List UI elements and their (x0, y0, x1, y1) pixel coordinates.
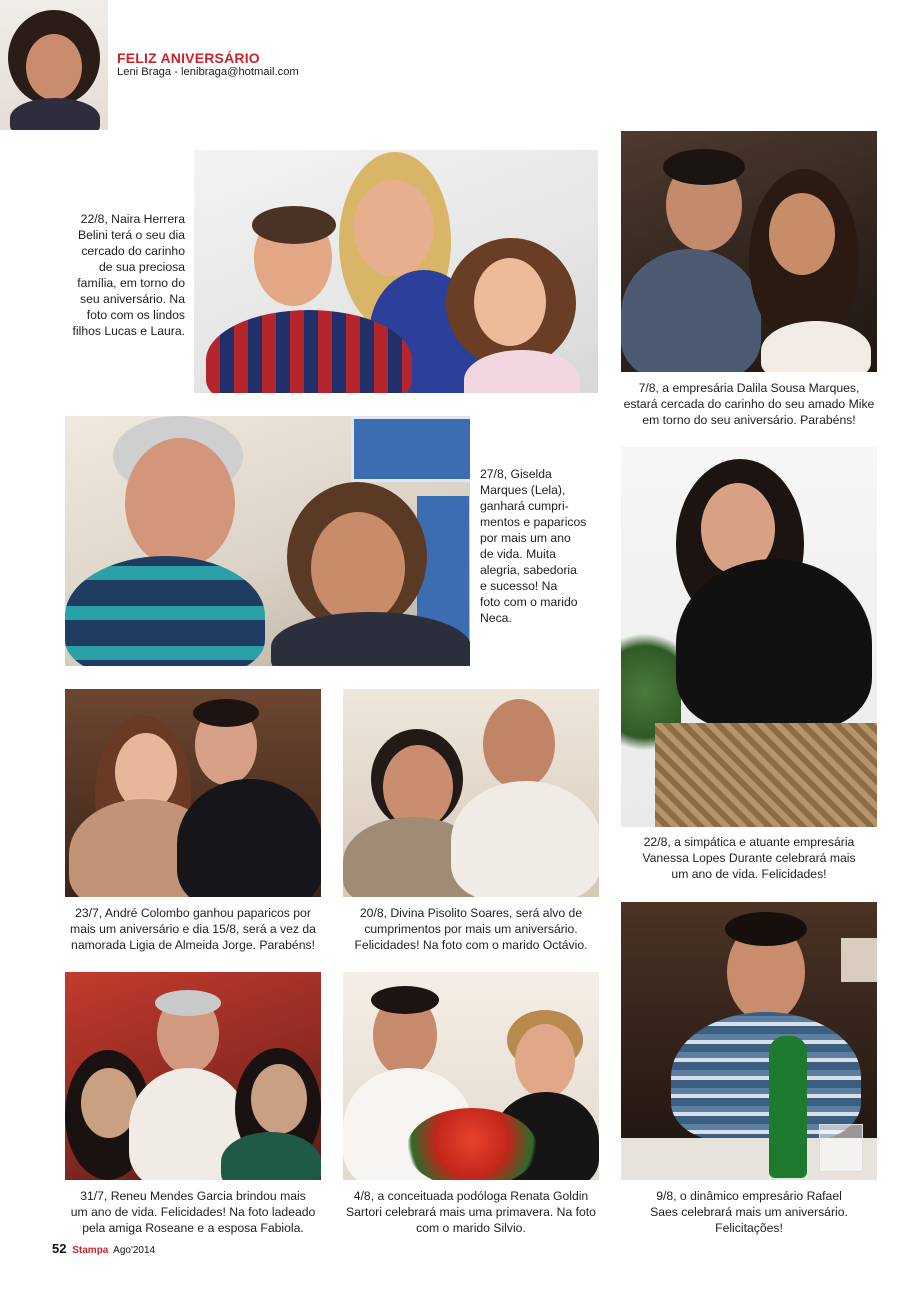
columnist-body (10, 98, 100, 130)
wall-sign (841, 938, 877, 982)
caption-rafael: 9/8, o dinâmico empresário Rafael Saes celebrará mais um aniversário. Felicitações! (650, 1189, 848, 1235)
flower-bouquet (407, 1108, 537, 1180)
columnist-photo (0, 0, 108, 130)
photo-giselda-couple (65, 416, 470, 666)
page-footer (52, 1241, 155, 1256)
body-rafael (671, 1012, 861, 1142)
caption-andre: 23/7, André Colombo ganhou paparicos por mais um aniversário e dia 15/8, será a vez da namorada Ligia de Almeida Jorge. Parabéns! (70, 906, 316, 952)
columnist-byline: Leni Braga - lenibraga@hotmail.com (117, 66, 299, 78)
photo-naira-family (194, 150, 598, 393)
hair-rafael (725, 912, 807, 946)
caption-naira: 22/8, Naira Herrera Belini terá o seu dia cercado do carinho de sua preciosa família, em torno do seu aniversário. Na foto com os lindos filhos Lucas e Laura. (72, 212, 185, 338)
magazine-brand: Stampa (72, 1245, 109, 1256)
photo-divina-couple (343, 689, 599, 897)
face-renata (515, 1024, 575, 1098)
body-vanessa (676, 559, 872, 729)
caption-dalila: 7/8, a empresária Dalila Sousa Marques, estará cercada do carinho do seu amado Mike em torno do seu aniversário. Parabéns! (623, 381, 875, 427)
section-title: FELIZ ANIVERSÁRIO (117, 50, 260, 66)
body-andre (177, 779, 321, 897)
hair-reneu (155, 990, 221, 1016)
body-octavio (451, 781, 599, 897)
photo-dalila-couple (621, 131, 877, 372)
hair-man (663, 149, 745, 185)
wicker-chair (655, 723, 877, 827)
face-octavio (483, 699, 555, 789)
photo-andre-couple (65, 689, 321, 897)
columnist-face (26, 34, 82, 100)
photo-renata-couple (343, 972, 599, 1180)
hair-silvio (371, 986, 439, 1014)
caption-giselda: 27/8, Giselda Marques (Lela), ganhará cumpri- mentos e paparicos por mais um ano de vida. Muita alegria, sabedoria e sucesso! Na foto com o marido Neca. (480, 467, 587, 625)
face-giselda (311, 512, 405, 624)
issue-date: Ago'2014 (113, 1245, 156, 1256)
caption-vanessa: 22/8, a simpática e atuante empresária Vanessa Lopes Durante celebrará mais um ano de vida. Felicidades! (642, 835, 856, 881)
face-woman (769, 193, 835, 275)
caption-renata: 4/8, a conceituada podóloga Renata Goldin Sartori celebrará mais uma primavera. Na foto com o marido Silvio. (346, 1189, 596, 1235)
body-woman (761, 321, 871, 372)
photo-rafael (621, 902, 877, 1180)
face-mother (354, 180, 434, 276)
glass (819, 1124, 863, 1172)
face-girl (474, 258, 546, 346)
body-man (621, 249, 761, 372)
face-fabiola (251, 1064, 307, 1134)
caption-divina: 20/8, Divina Pisolito Soares, será alvo de cumprimentos por mais um aniversário. Felicidades! Na foto com o marido Octávio. (354, 906, 588, 952)
wall-frame-1 (351, 416, 470, 482)
photo-reneu-group (65, 972, 321, 1180)
bottle (769, 1036, 807, 1178)
body-giselda-husband (65, 556, 265, 666)
caption-reneu: 31/7, Reneu Mendes Garcia brindou mais um ano de vida. Felicidades! Na foto ladeado pela amiga Roseane e a esposa Fabiola. (70, 1189, 316, 1235)
hair-boy (252, 206, 336, 244)
hair-andre (193, 699, 259, 727)
photo-vanessa (621, 447, 877, 827)
page-number: 52 (52, 1241, 67, 1256)
face-giselda-husband (125, 438, 235, 568)
